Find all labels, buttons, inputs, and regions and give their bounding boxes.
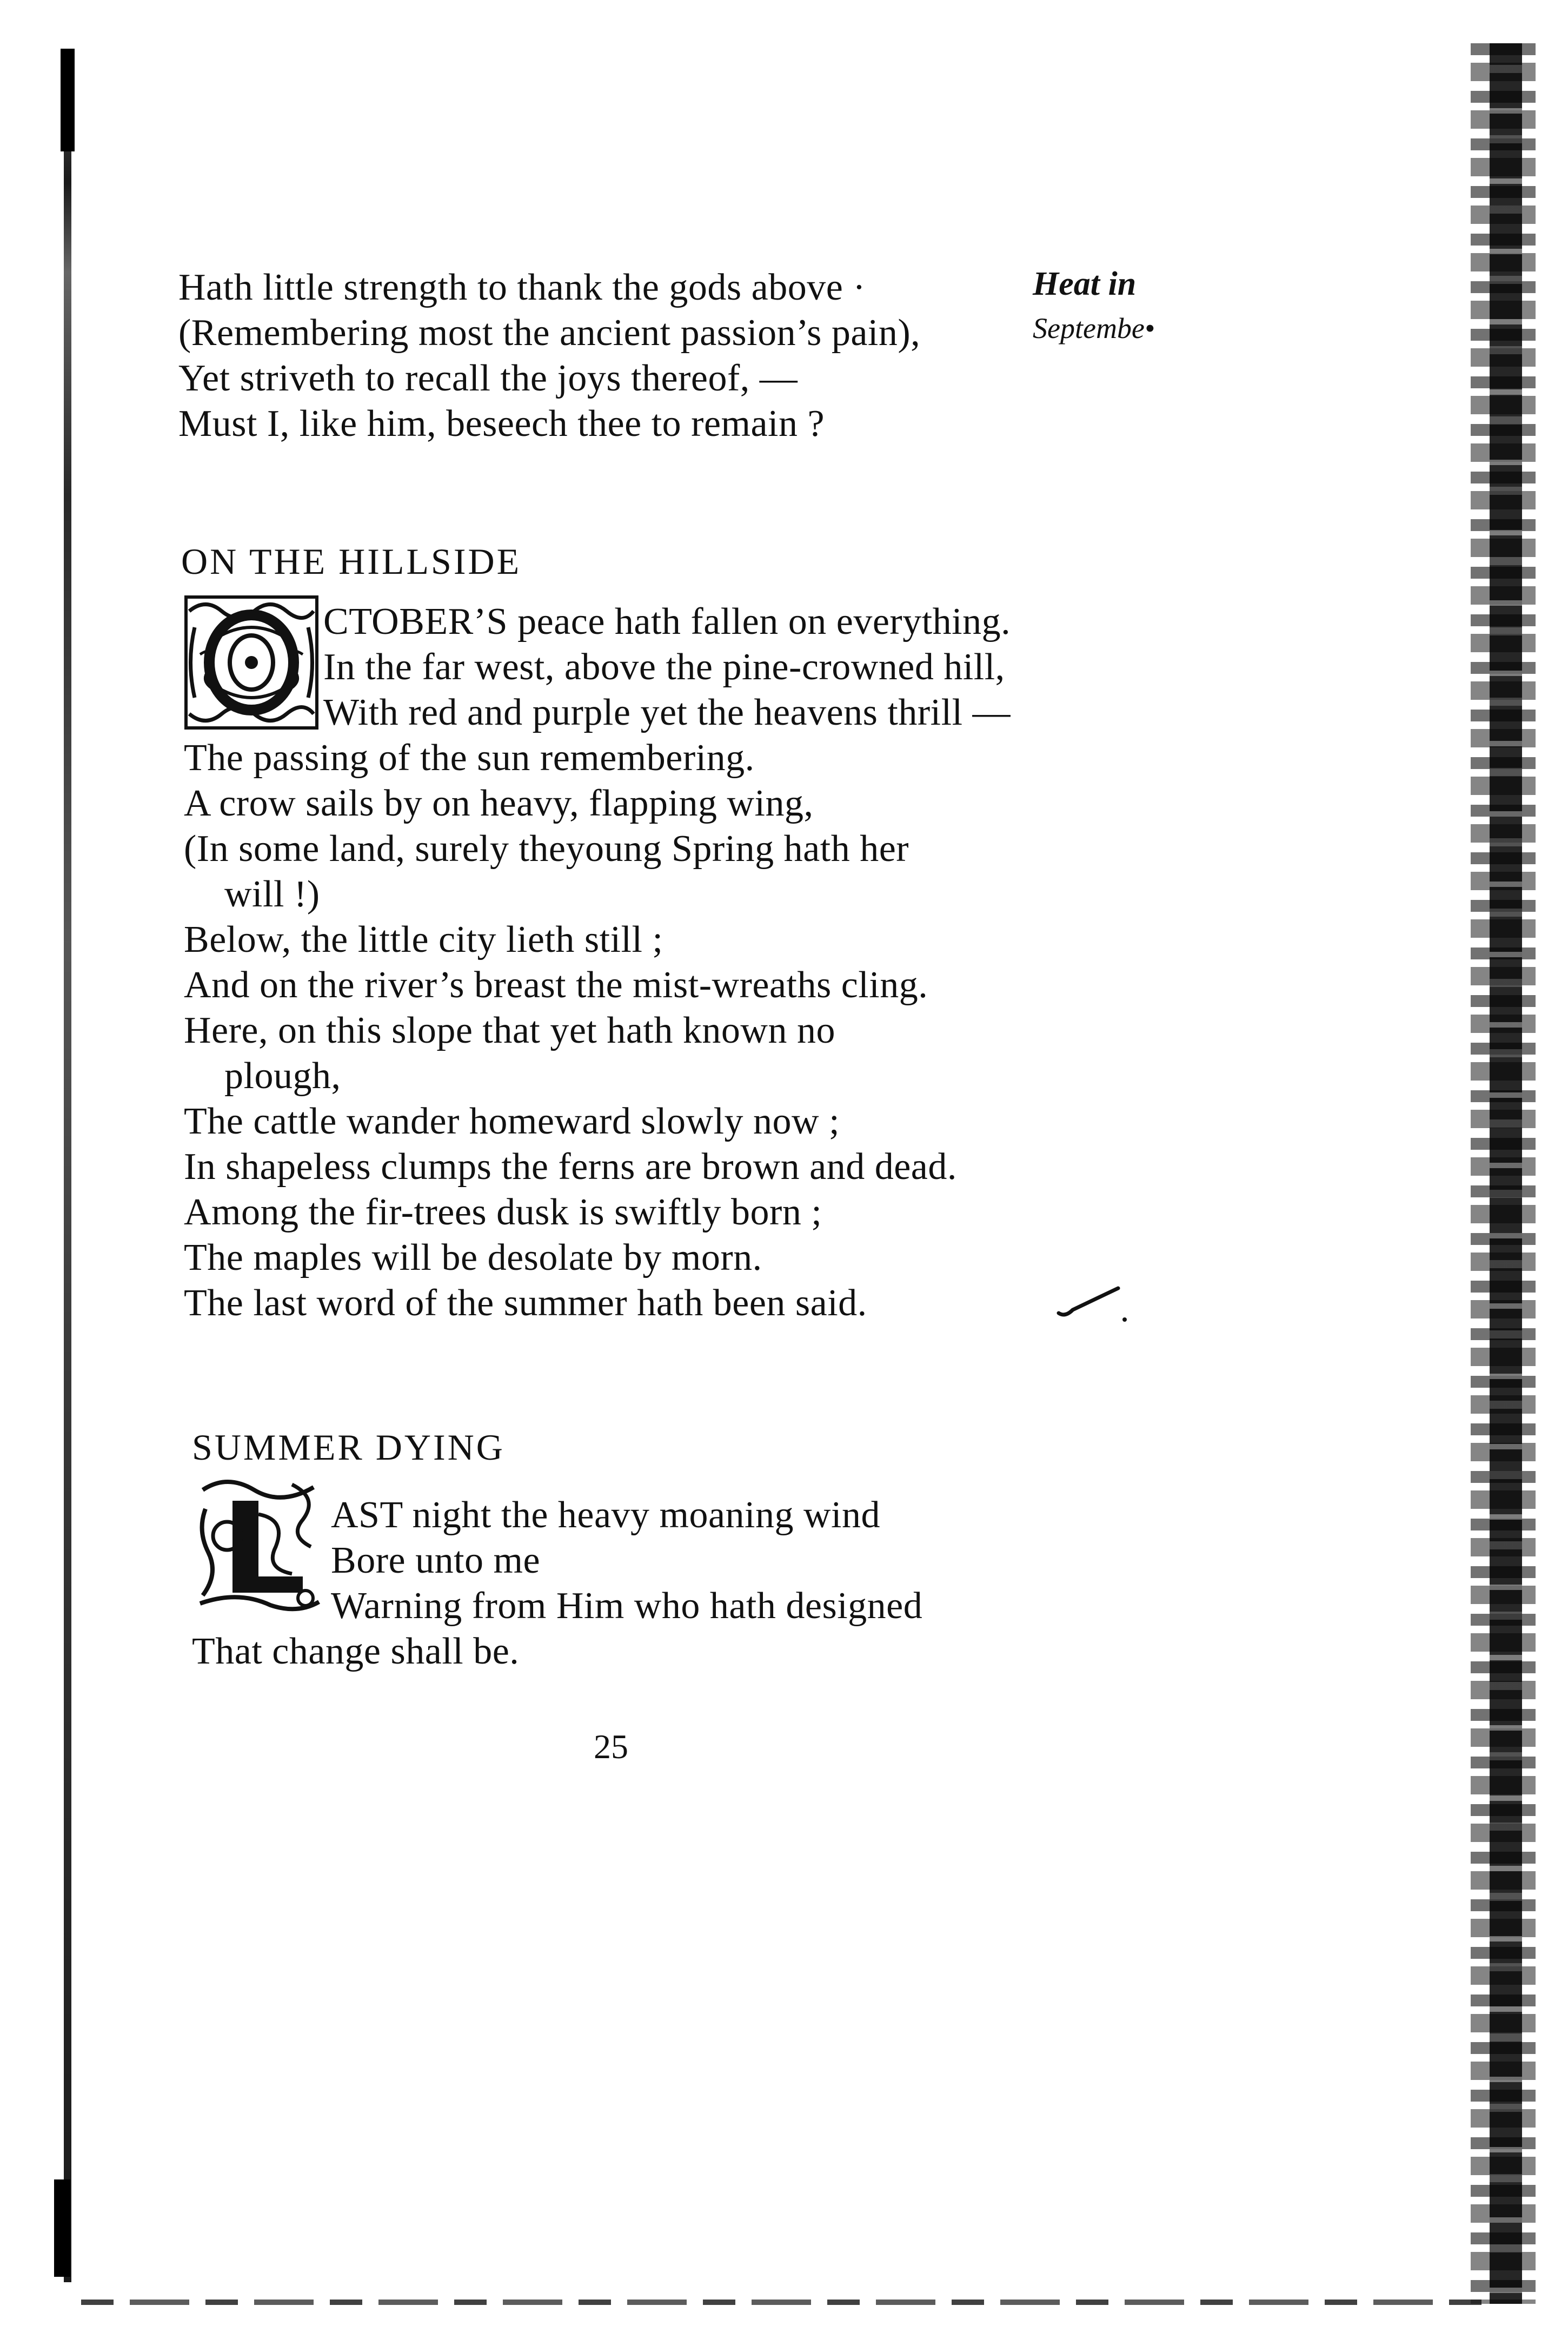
stanza-line: Must I, like him, beseech thee to remain ? [178, 403, 825, 445]
pencil-checkmark-icon [1054, 1282, 1130, 1325]
poem-line: CTOBER’S peace hath fallen on everything. [323, 601, 1011, 642]
poem-line: That change shall be. [192, 1631, 520, 1672]
poem-line: The maples will be desolate by morn. [184, 1237, 762, 1278]
scan-edge-left-top [61, 49, 75, 151]
poem-line: With red and purple yet the heavens thrill — [323, 692, 1011, 733]
poem-line: Below, the little city lieth still ; [184, 919, 663, 960]
poem-title: SUMMER DYING [192, 1427, 505, 1468]
poem-line: The passing of the sun remembering. [184, 737, 755, 779]
poem-line: Bore unto me [331, 1540, 541, 1581]
poem-line: And on the river’s breast the mist-wreaths cling. [184, 964, 928, 1006]
poem-line: In shapeless clumps the ferns are brown and dead. [184, 1146, 957, 1188]
poem-line: The last word of the summer hath been said. [184, 1282, 867, 1324]
stanza-line: Hath little strength to thank the gods above · [178, 267, 866, 308]
scan-edge-bottom [81, 2300, 1487, 2305]
ornamental-dropcap-l-icon [195, 1476, 324, 1612]
poem-line: will !) [224, 873, 320, 915]
scan-edge-right-bar [1490, 43, 1522, 2304]
ornamental-dropcap-o-icon [184, 595, 319, 730]
margin-note-line: Heat in [1033, 266, 1137, 302]
poem-line: plough, [224, 1055, 341, 1097]
poem-line: Warning from Him who hath designed [331, 1585, 923, 1627]
stanza-line: (Remembering most the ancient passion’s pain), [178, 312, 921, 354]
poem-line: The cattle wander homeward slowly now ; [184, 1101, 840, 1142]
poem-line: In the far west, above the pine-crowned hill, [323, 646, 1005, 688]
margin-note-line: Septembe• [1033, 312, 1155, 344]
scan-edge-left-bottom [54, 2179, 70, 2277]
poem-line: (In some land, surely theyoung Spring hath her [184, 828, 909, 870]
poem-line: AST night the heavy moaning wind [331, 1494, 880, 1536]
page-number: 25 [594, 1727, 628, 1766]
poem-line: Among the fir-trees dusk is swiftly born ; [184, 1191, 822, 1233]
poem-line: A crow sails by on heavy, flapping wing, [184, 783, 814, 824]
poem-title: ON THE HILLSIDE [181, 541, 522, 582]
stanza-line: Yet striveth to recall the joys thereof, — [178, 357, 798, 399]
poem-line: Here, on this slope that yet hath known no [184, 1010, 835, 1051]
scan-edge-left [64, 49, 71, 2282]
